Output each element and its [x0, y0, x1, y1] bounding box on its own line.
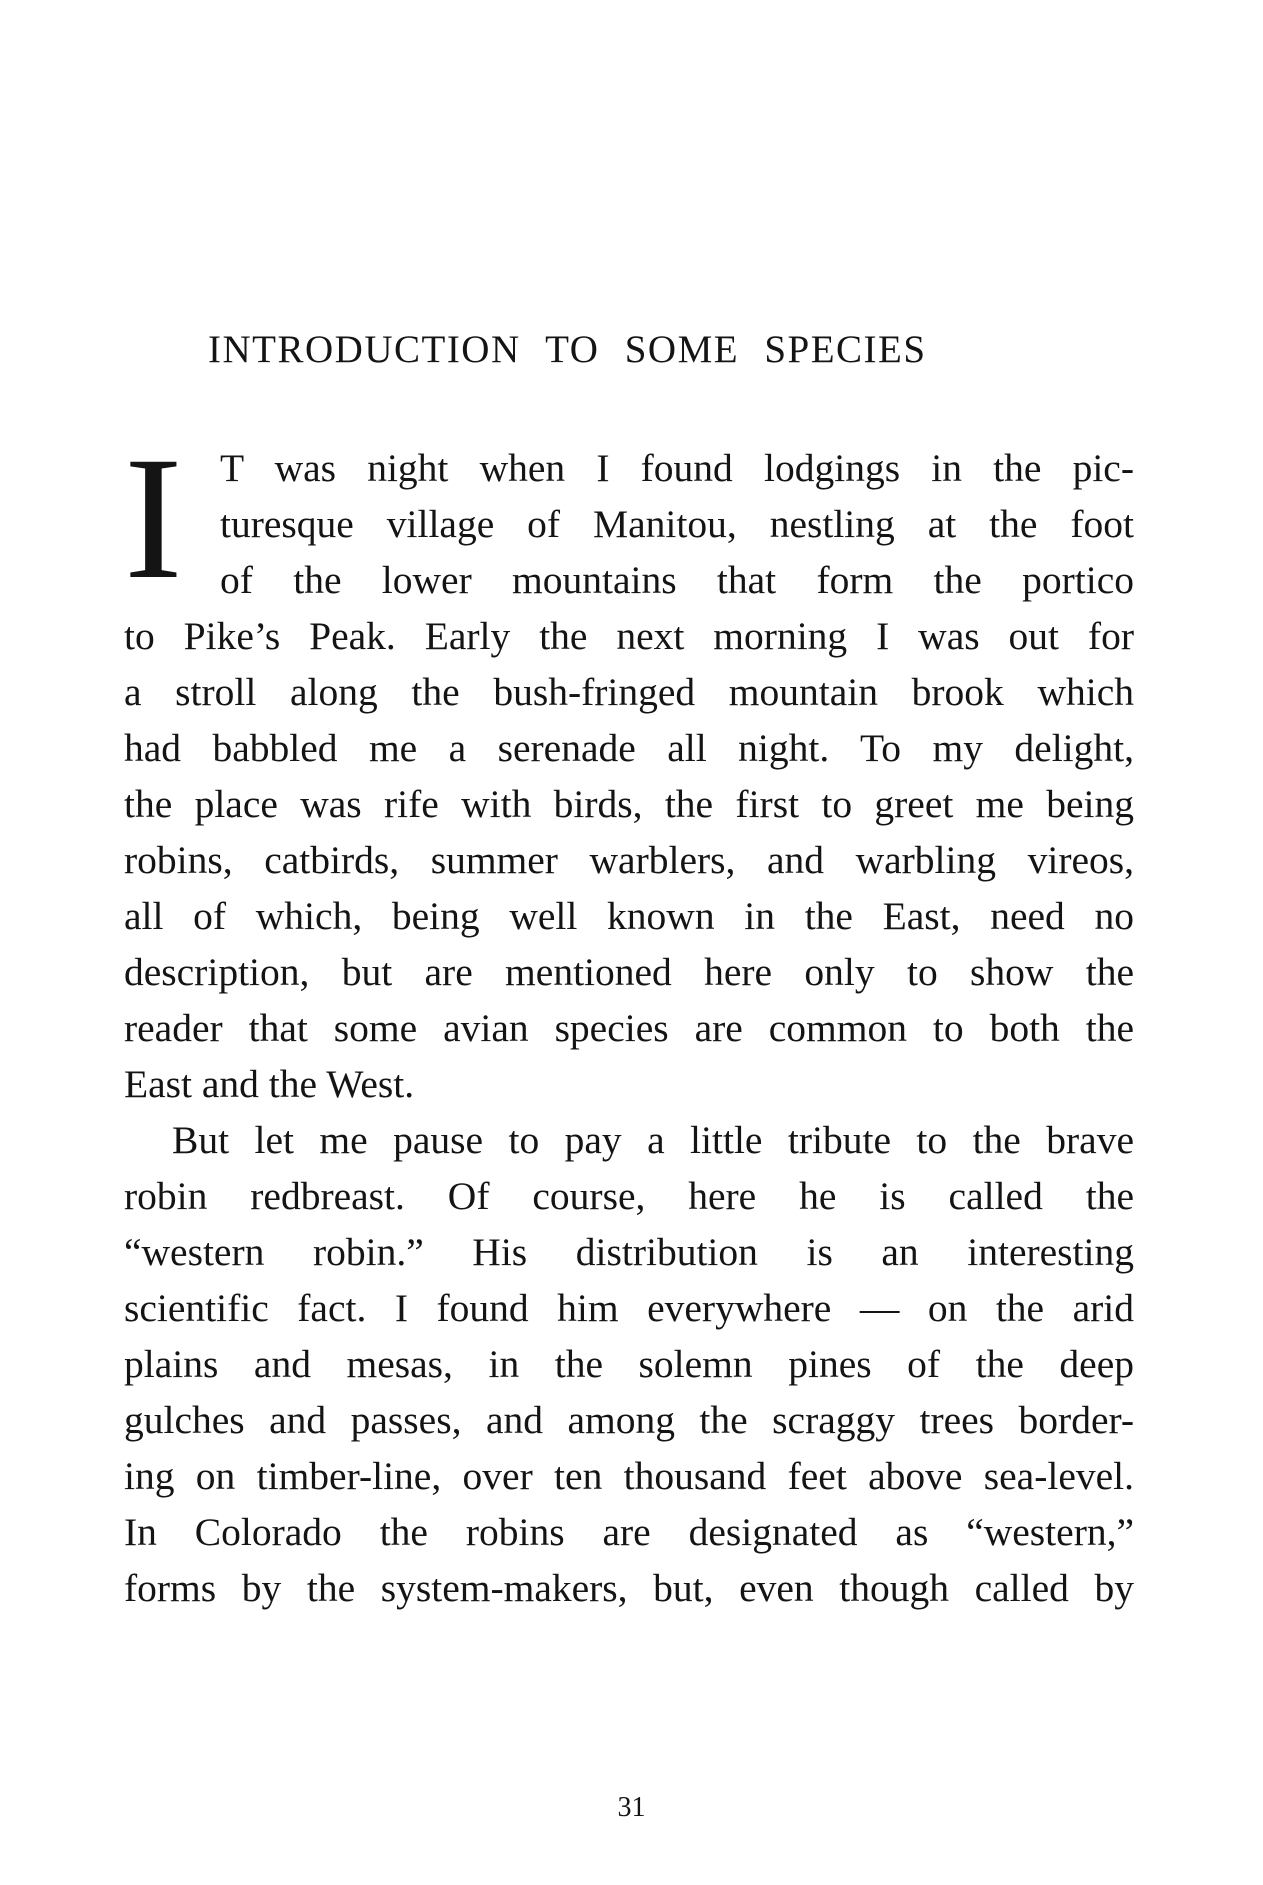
text-line: robins, catbirds, summer warblers, and warbling vireos,	[124, 838, 1134, 882]
text-line: a stroll along the bush-fringed mountain brook which	[124, 670, 1134, 714]
text-line: to Pike’s Peak. Early the next morning I was out for	[124, 614, 1134, 658]
page-number: 31	[617, 1792, 646, 1823]
text-line: all of which, being well known in the East, need no	[124, 894, 1134, 938]
text-line: East and the West.	[124, 1062, 415, 1106]
text-line: “western robin.” His distribution is an interesting	[124, 1230, 1134, 1274]
text-line: forms by the system-makers, but, even though called by	[124, 1566, 1134, 1610]
text-line: the place was rife with birds, the first to greet me being	[124, 782, 1134, 826]
text-line: turesque village of Manitou, nestling at the foot	[220, 502, 1134, 546]
text-line: had babbled me a serenade all night. To my delight,	[124, 726, 1134, 770]
text-line: gulches and passes, and among the scraggy trees border-	[124, 1398, 1134, 1442]
drop-cap: I	[124, 444, 183, 608]
body-text	[124, 440, 1134, 1616]
text-line: reader that some avian species are common to both the	[124, 1006, 1134, 1050]
text-line: description, but are mentioned here only to show the	[124, 950, 1134, 994]
text-line: T was night when I found lodgings in the pic-	[220, 446, 1134, 490]
chapter-heading: INTRODUCTION TO SOME SPECIES	[208, 328, 927, 371]
text-line: ing on timber-line, over ten thousand feet above sea-level.	[124, 1454, 1134, 1498]
text-line: scientific fact. I found him everywhere — on the arid	[124, 1286, 1134, 1330]
text-line: But let me pause to pay a little tribute to the brave	[172, 1118, 1134, 1162]
text-line: of the lower mountains that form the portico	[220, 558, 1134, 602]
text-line: robin redbreast. Of course, here he is called the	[124, 1174, 1134, 1218]
text-line: In Colorado the robins are designated as “western,”	[124, 1510, 1134, 1554]
text-line: plains and mesas, in the solemn pines of the deep	[124, 1342, 1134, 1386]
